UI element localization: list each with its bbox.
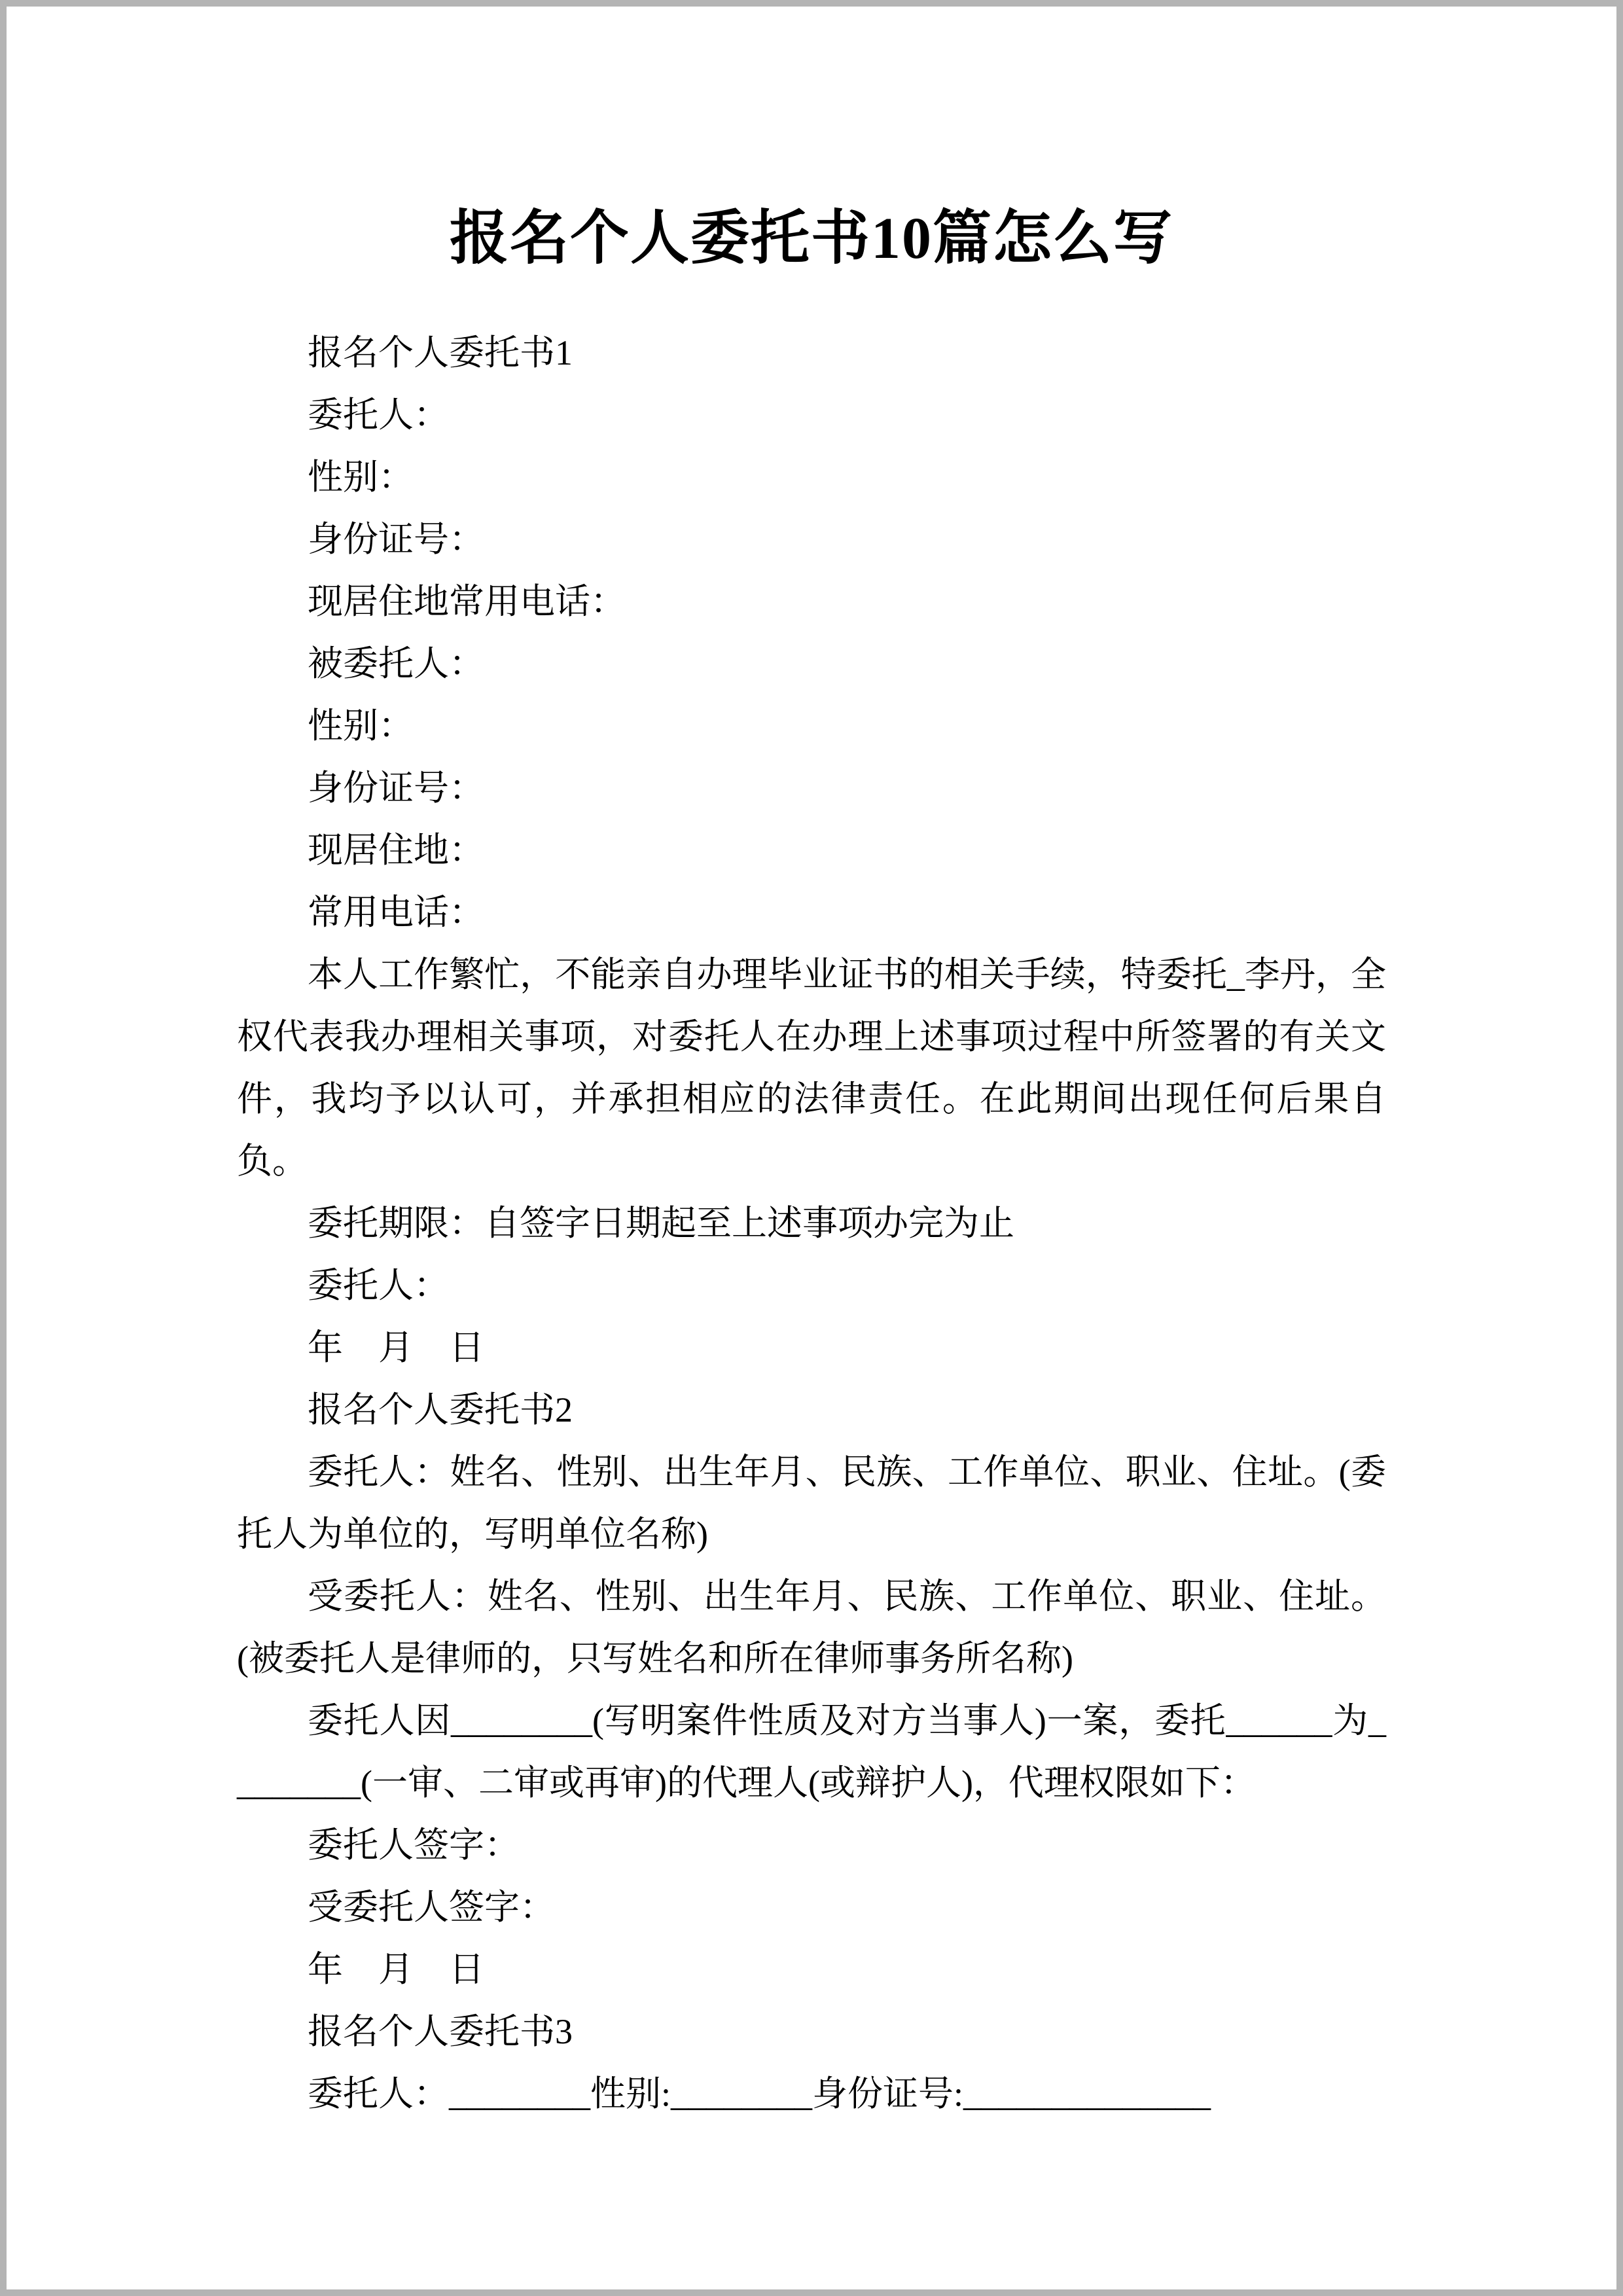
paragraph: 委托人： — [308, 395, 449, 435]
document-title: 报名个人委托书10篇怎么写 — [450, 206, 1173, 271]
paragraph: 性别： — [308, 457, 414, 497]
paragraph: 委托期限：自签字日期起至上述事项办完为止 — [308, 1204, 1014, 1243]
section-label: 报名个人委托书1 — [308, 333, 573, 372]
paragraph: 被委托人： — [308, 644, 484, 683]
paragraph: 委托人：姓名、性别、出生年月、民族、工作单位、职业、住址。(委托人为单位的，写明单位名称) — [237, 1452, 1386, 1554]
paragraph: 身份证号： — [308, 520, 484, 559]
paragraph: 委托人： — [308, 1266, 449, 1305]
paragraph: 受委托人签字： — [308, 1888, 555, 1927]
paragraph: 本人工作繁忙，不能亲自办理毕业证书的相关手续，特委托_李丹，全权代表我办理相关事项，对委托人在办理上述事项过程中所签署的有关文件，我均予以认可，并承担相应的法律责任。在此期间出现任何后果自负。 — [237, 955, 1386, 1181]
document-content — [7, 7, 1616, 2125]
paragraph: 委托人因________(写明案件性质及对方当事人)一案，委托______为________(一审、二审或再审)的代理人(或辩护人)，代理权限如下： — [237, 1701, 1386, 1803]
paragraph: 委托人：________性别:________身份证号:______________ — [308, 2074, 1211, 2113]
paragraph: 身份证号： — [308, 768, 484, 808]
paragraph: 性别： — [308, 706, 414, 745]
paragraph: 受委托人：姓名、性别、出生年月、民族、工作单位、职业、住址。(被委托人是律师的，只写姓名和所在律师事务所名称) — [237, 1577, 1386, 1678]
paragraph: 常用电话： — [308, 893, 484, 932]
paragraph: 现居住地： — [308, 831, 484, 870]
paragraph: 委托人签字： — [308, 1825, 520, 1865]
paragraph: 现居住地常用电话： — [308, 582, 626, 621]
section-label: 报名个人委托书2 — [308, 1390, 573, 1429]
date-line: 年 月 日 — [308, 1950, 484, 1989]
date-line: 年 月 日 — [308, 1328, 484, 1367]
section-label: 报名个人委托书3 — [308, 2012, 573, 2051]
